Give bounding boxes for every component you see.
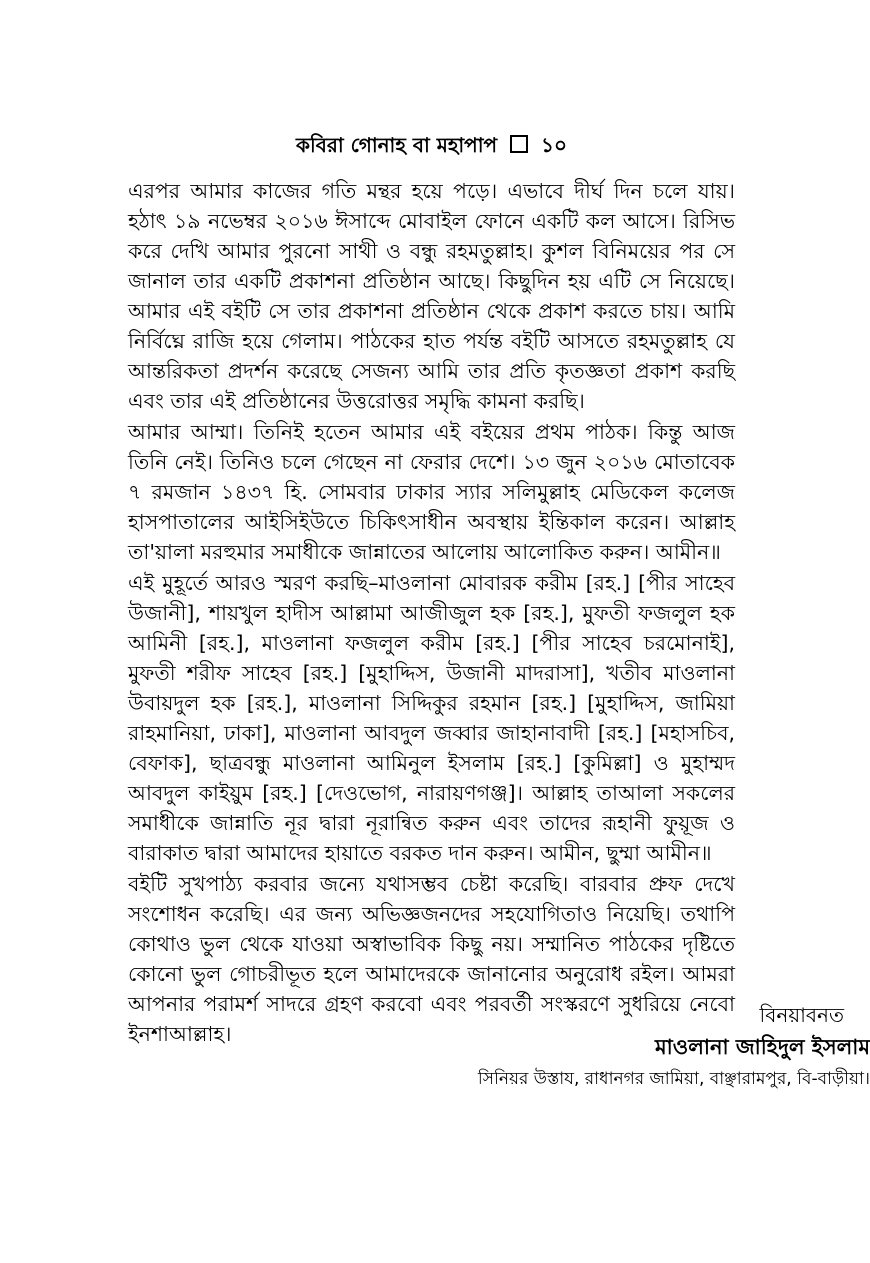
signoff-block — [430, 1000, 870, 1094]
running-header — [128, 130, 735, 160]
author-title: সিনিয়র উস্তায, রাধানগর জামিয়া, বাঞ্ছারামপুর, বি-বাড়ীয়া। — [477, 1069, 870, 1089]
paragraph-publication: এরপর আমার কাজের গতি মন্থর হয়ে পড়ে। এভাবে দীর্ঘ দিন চলে যায়। হঠাৎ ১৯ নভেম্বর ২০১৬ ঈসাব্দে মোবাইল ফোনে একটি কল আসে। রিসিভ করে দেখি আমার পুরনো সাথী ও বন্ধু রহমতুল্লাহ। কুশল বিনিময়ের পর সে জানাল তার একটি প্রকাশনা প্রতিষ্ঠান আছে। কিছুদিন হয় এটি সে নিয়েছে। আমার এই বইটি সে তার প্রকাশনা প্রতিষ্ঠান থেকে প্রকাশ করতে চায়। আমি নির্বিঘ্নে রাজি হয়ে গেলাম। পাঠকের হাত পর্যন্ত বইটি আসতে রহমতুল্লাহ যে আন্তরিকতা প্রদর্শন করেছে সেজন্য আমি তার প্রতি কৃতজ্ঞতা প্রকাশ করছি এবং তার এই প্রতিষ্ঠানের উত্তরোত্তর সমৃদ্ধি কামনা করছি। — [128, 179, 735, 413]
paragraph-mother: আমার আম্মা। তিনিই হতেন আমার এই বইয়ের প্রথম পাঠক। কিন্তু আজ তিনি নেই। তিনিও চলে গেছেন না ফেরার দেশে। ১৩ জুন ২০১৬ মোতাবেক ৭ রমজান ১৪৩৭ হি. সোমবার ঢাকার স্যার সলিমুল্লাহ মেডিকেল কলেজ হাসপাতালের আইসিইউতে চিকিৎসাধীন অবস্থায় ইন্তিকাল করেন। আল্লাহ তা'য়ালা মরহুমার সমাধীকে জান্নাতের আলোয় আলোকিত করুন। আমীন॥ — [128, 420, 735, 564]
author-name: মাওলানা জাহিদুল ইসলাম — [655, 1035, 870, 1059]
closing-phrase: বিনয়াবনত — [759, 1003, 844, 1027]
page-number: ১০ — [541, 133, 568, 157]
book-page — [128, 130, 735, 1050]
book-title: কবিরা গোনাহ বা মহাপাপ — [295, 133, 498, 157]
paragraph-remembrance: এই মুহূর্তে আরও স্মরণ করছি–মাওলানা মোবারক করীম [রহ.] [পীর সাহেব উজানী], শায়খুল হাদীস আল্লামা আজীজুল হক [রহ.], মুফতী ফজলুল হক আমিনী [রহ.], মাওলানা ফজলুল করীম [রহ.] [পীর সাহেব চরমোনাই], মুফতী শরীফ সাহেব [রহ.] [মুহাদ্দিস, উজানী মাদরাসা], খতীব মাওলানা উবায়দুল হক [রহ.], মাওলানা সিদ্দিকুর রহমান [রহ.] [মুহাদ্দিস, জামিয়া রাহমানিয়া, ঢাকা], মাওলানা আবদুল জব্বার জাহানাবাদী [রহ.] [মহাসচিব, বেফাক], ছাত্রবন্ধু মাওলানা আমিনুল ইসলাম [রহ.] [কুমিল্লা] ও মুহাম্মদ আবদুল কাইয়ুম [রহ.] [দেওভোগ, নারায়ণগঞ্জ]। আল্লাহ তাআলা সকলের সমাধীকে জান্নাতি নূর দ্বারা নূরান্বিত করুন এবং তাদের রূহানী ফুয়ূজ ও বারাকাত দ্বারা আমাদের হায়াতে বরকত দান করুন। আমীন, ছুম্মা আমীন॥ — [128, 571, 735, 865]
square-box-icon — [510, 135, 528, 153]
paragraph-corrections: বইটি সুখপাঠ্য করবার জন্যে যথাসম্ভব চেষ্টা করেছি। বারবার প্রুফ দেখে সংশোধন করেছি। এর জন্য অভিজ্ঞজনদের সহযোগিতাও নিয়েছি। তথাপি কোথাও ভুল থেকে যাওয়া অস্বাভাবিক কিছু নয়। সম্মানিত পাঠকের দৃষ্টিতে কোনো ভুল গোচরীভূত হলে আমাদেরকে জানানোর অনুরোধ রইল। আমরা আপনার পরামর্শ সাদরে গ্রহণ করবো এবং পরবর্তী সংস্করণে সুধরিয়ে নেবো ইনশাআল্লাহ। — [128, 872, 735, 1046]
